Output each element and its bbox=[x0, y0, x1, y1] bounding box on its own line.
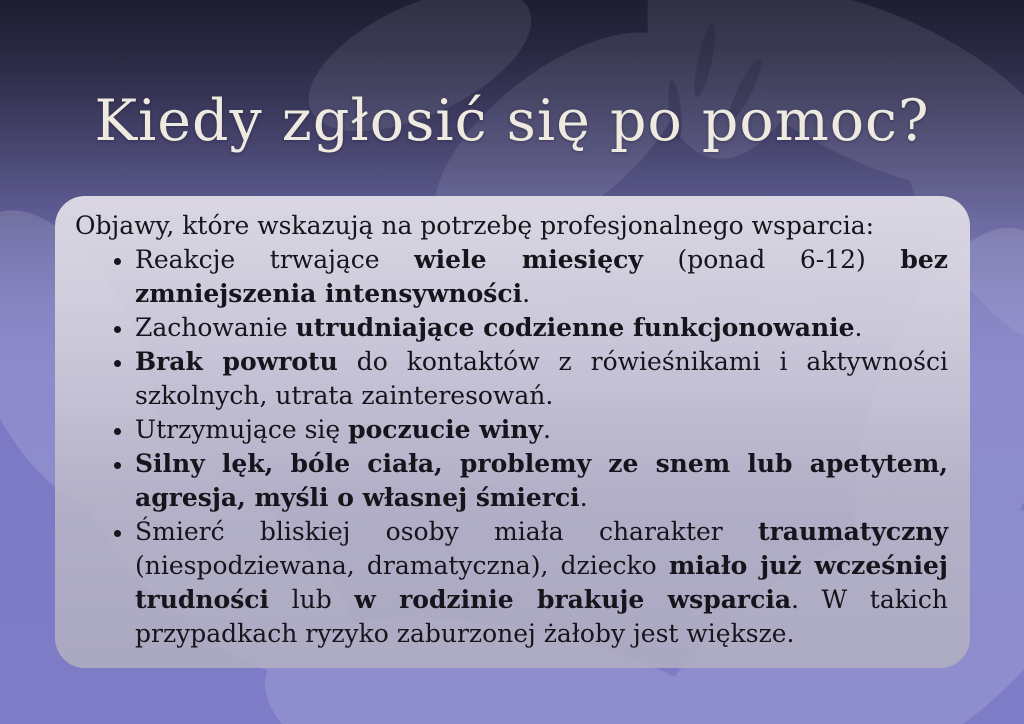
intro-text: Objawy, które wskazują na potrzebę profesjonalnego wsparcia: bbox=[75, 211, 875, 240]
list-item bbox=[135, 243, 950, 311]
slide-title: Kiedy zgłosić się po pomoc? bbox=[94, 88, 930, 154]
bold-text-segment: w rodzinie brakuje wsparcia bbox=[354, 585, 792, 614]
text-segment: . bbox=[542, 415, 551, 444]
list-item bbox=[135, 515, 950, 651]
text-segment: do kontaktów z rówieśnikami i aktywności szkolnych, utrata zainteresowań. bbox=[135, 347, 948, 410]
text-segment: . bbox=[854, 313, 863, 342]
text-segment: . bbox=[522, 279, 531, 308]
bold-text-segment: Brak powrotu bbox=[135, 347, 338, 376]
list-item bbox=[135, 345, 950, 413]
list-item bbox=[135, 447, 950, 515]
text-segment: (ponad 6-12) bbox=[642, 245, 901, 274]
content-box bbox=[55, 196, 970, 668]
list-item bbox=[135, 413, 950, 447]
bold-text-segment: utrudniające codzienne funkcjonowanie bbox=[295, 313, 855, 342]
text-segment: (niespodziewana, dramatyczna), dziecko bbox=[135, 551, 669, 580]
bold-text-segment: traumatyczny bbox=[758, 517, 948, 546]
list-item bbox=[135, 311, 950, 345]
text-segment: Zachowanie bbox=[135, 313, 296, 342]
text-segment: Śmierć bliskiej osoby miała charakter bbox=[135, 517, 759, 546]
bold-text-segment: Silny lęk, bóle ciała, problemy ze snem lub apetytem, agresja, myśli o własnej śmierci bbox=[135, 449, 948, 512]
bold-text-segment: poczucie winy bbox=[348, 415, 543, 444]
symptom-list bbox=[75, 243, 950, 651]
text-segment: Reakcje trwające bbox=[135, 245, 415, 274]
text-segment: . W takich przypadkach ryzyko zaburzonej żałoby jest większe. bbox=[135, 585, 949, 648]
text-segment: lub bbox=[269, 585, 355, 614]
bold-text-segment: wiele miesięcy bbox=[414, 245, 643, 274]
text-segment: Utrzymujące się bbox=[135, 415, 349, 444]
text-segment: . bbox=[579, 483, 588, 512]
bold-text-segment: bez zmniejszenia intensywności bbox=[135, 245, 948, 308]
bold-text-segment: miało już wcześniej trudności bbox=[135, 551, 948, 614]
